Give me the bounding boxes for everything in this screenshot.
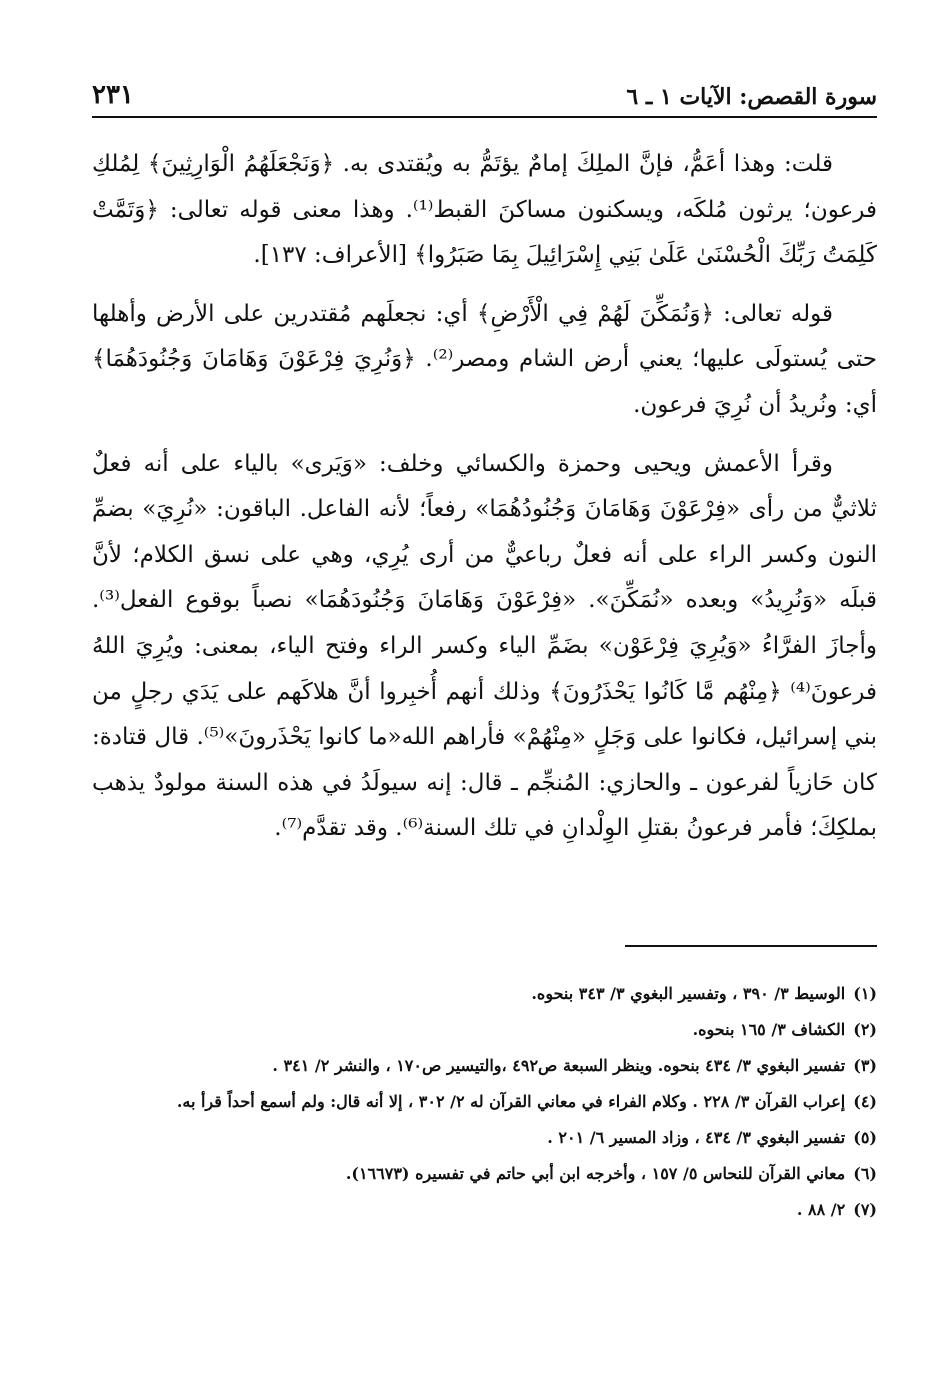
footnote-text: تفسير البغوي ٣/ ٤٣٤ بنحوه. وينظر السبعة ص٤٩٢ ،والتيسير ص١٧٠ ، والنشر ٢/ ٣٤١ . xyxy=(272,1056,846,1075)
footnote-number: (٥) xyxy=(853,1128,877,1147)
footnote xyxy=(92,1086,877,1118)
footnote xyxy=(92,1050,877,1082)
footnotes xyxy=(92,978,877,1230)
footnote-text: تفسير البغوي ٣/ ٤٣٤ ، وزاد المسير ٦/ ٢٠١ . xyxy=(547,1128,846,1147)
footnote xyxy=(92,1158,877,1190)
paragraph: وقرأ الأعمش ويحيى وحمزة والكسائي وخلف: «وَيَرى» بالياء على أنه فعلٌ ثلاثيٌّ من رأى «فِرْعَوْنَ وَهَامَانَ وَجُنُودُهُمَا» رفعاً؛ لأنه الفاعل. الباقون: «نُرِيَ» بضمِّ النون وكسر الراء على أنه فعلٌ رباعيٌّ من أرى يُرِي، وهي على نسق الكلام؛ لأنَّ قبلَه «وَنُرِيدُ» وبعده «نُمَكِّنَ». «فِرْعَوْنَ وَهَامَانَ وَجُنُودَهُمَا» نصباً بوقوع الفعل⁽³⁾. وأجازَ الفرَّاءُ «وَيُرِيَ فِرْعَوْن» بضَمِّ الياء وكسر الراء وفتح الياء، بمعنى: ويُرِيَ اللهُ فرعونَ⁽⁴⁾ ﴿مِنْهُم مَّا كَانُوا يَحْذَرُونَ﴾ وذلك أنهم أُخبِروا أنَّ هلاكَهم على يَدَي رجلٍ من بني إسرائيل، فكانوا على وَجَلٍ «مِنْهُمْ» فأراهم الله«ما كانوا يَحْذَرونَ»⁽⁵⁾. قال قتادة: كان حَازياً لفرعون ـ والحازي: المُنجِّم ـ قال: إنه سيولَدُ في هذه السنة مولودٌ يذهب بملكِكَ؛ فأمر فرعونُ بقتلِ الوِلْدانِ في تلك السنة⁽⁶⁾. وقد تقدَّم⁽⁷⁾. xyxy=(92,450,877,842)
footnote-number: (٧) xyxy=(853,1200,877,1219)
footnote-text: الوسيط ٣/ ٣٩٠ ، وتفسير البغوي ٣/ ٣٤٣ بنحوه. xyxy=(531,984,846,1003)
footnote-text: ٢/ ٨٨ . xyxy=(796,1200,846,1219)
running-title: سورة القصص: الآيات ١ ـ ٦ xyxy=(626,84,877,110)
footnote xyxy=(92,978,877,1010)
footnote-text: إعراب القرآن ٣/ ٢٢٨ . وكلام الفراء في معاني القرآن له ٢/ ٣٠٢ ، إلا أنه قال: ولم أسمع أحداً قرأ به. xyxy=(176,1092,846,1111)
page-header xyxy=(92,70,877,118)
footnote-text: الكشاف ٣/ ١٦٥ بنحوه. xyxy=(692,1020,846,1039)
footnote-number: (٦) xyxy=(853,1164,877,1183)
footnote xyxy=(92,1194,877,1226)
footnote-number: (١) xyxy=(853,984,877,1003)
paragraph: قلت: وهذا أعَمُّ، فإنَّ الملِكَ إمامٌ يؤتَمُّ به ويُقتدى به. ﴿وَنَجْعَلَهُمُ الْوَارِثِينَ﴾ لِمُلكِ فرعون؛ يرثون مُلكَه، ويسكنون مساكنَ القبط⁽¹⁾. وهذا معنى قوله تعالى: ﴿وَتَمَّتْ كَلِمَتُ رَبِّكَ الْحُسْنَىٰ عَلَىٰ بَنِي إِسْرَائِيلَ بِمَا صَبَرُوا﴾ [الأعراف: ١٣٧]. xyxy=(92,151,877,269)
page-number: ٢٣١ xyxy=(92,80,134,110)
footnote-separator xyxy=(625,945,877,947)
footnote xyxy=(92,1122,877,1154)
footnote xyxy=(92,1014,877,1046)
footnote-text: معاني القرآن للنحاس ٥/ ١٥٧ ، وأخرجه ابن أبي حاتم في تفسيره (١٦٦٧٣). xyxy=(345,1164,846,1183)
paragraph: قوله تعالى: ﴿وَنُمَكِّنَ لَهُمْ فِي الْأَرْضِ﴾ أي: نجعلَهم مُقتدرين على الأرض وأهلها حتى يُستولَى عليها؛ يعني أرض الشام ومصر⁽²⁾. ﴿وَنُرِيَ فِرْعَوْنَ وَهَامَانَ وَجُنُودَهُمَا﴾ أي: ونُريدُ أن نُرِيَ فرعون. xyxy=(92,300,877,418)
main-text xyxy=(92,142,877,865)
footnote-number: (٣) xyxy=(853,1056,877,1075)
footnote-number: (٤) xyxy=(853,1092,877,1111)
footnote-number: (٢) xyxy=(853,1020,877,1039)
